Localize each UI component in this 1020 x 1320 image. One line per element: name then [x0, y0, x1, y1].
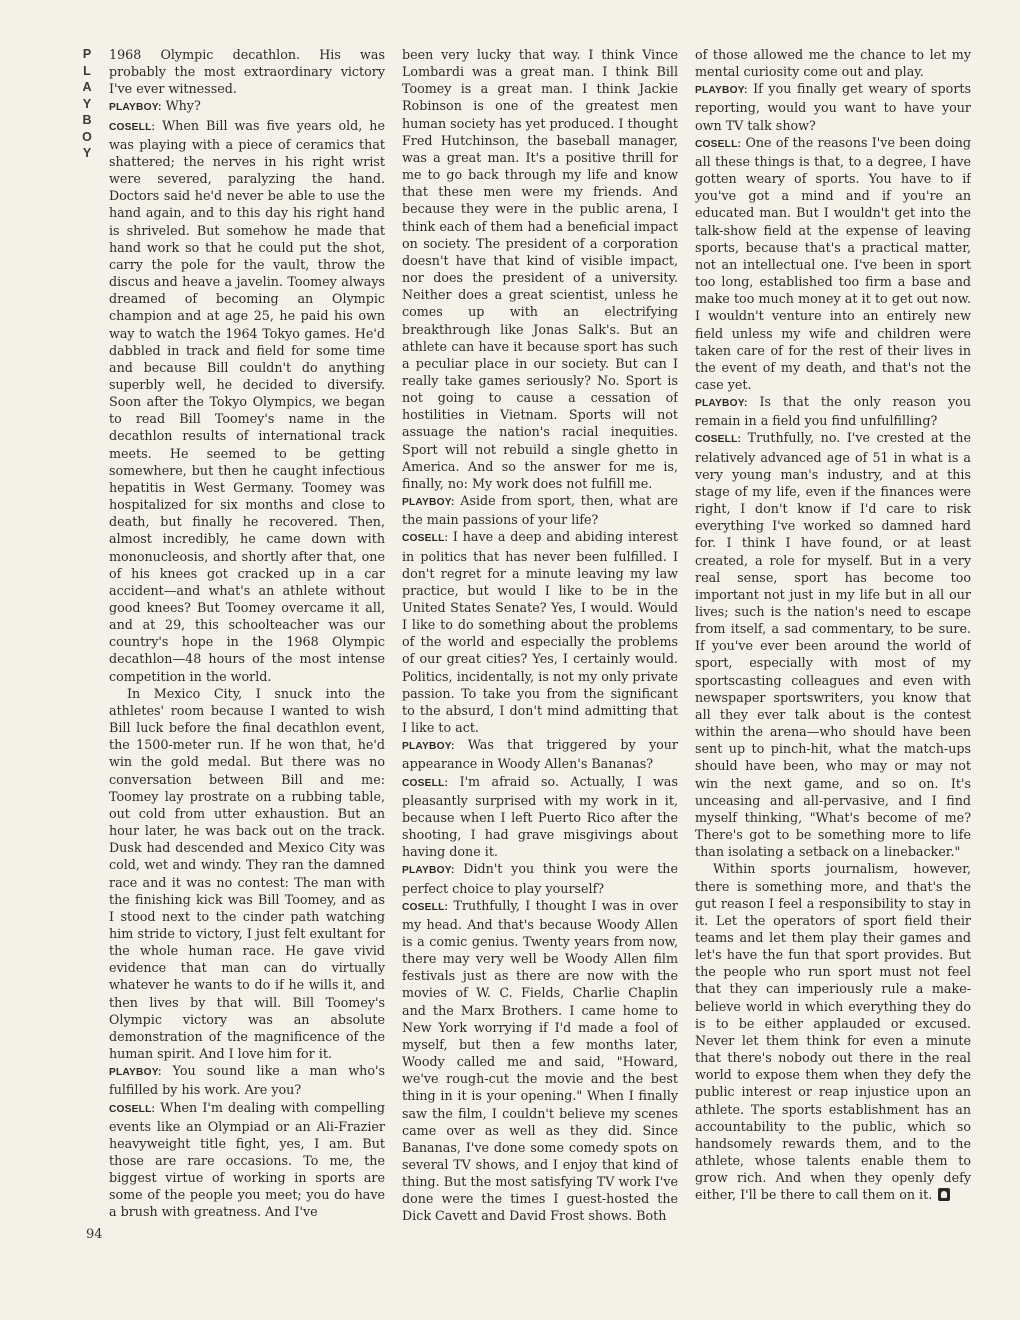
paragraph	[109, 1099, 385, 1221]
paragraph	[402, 46, 678, 492]
masthead-letter: B	[82, 113, 92, 127]
page-number: 94	[86, 1227, 103, 1242]
speaker-label: PLAYBOY:	[402, 741, 455, 753]
paragraph	[109, 117, 385, 685]
masthead-letter: P	[82, 47, 92, 61]
paragraph-text: Within sports journalism, however, there is something more, and that's the gut reason I feel a responsibility to stay in it. Let the operators of sport field their teams and let them play their games and let's have the fun that sport provides. But the people who run sport must not feel that they can imperiously rule a make-believe world in which everything they do is to be either applauded or excused. Never let them think for even a minute that there's nobody out there in the real world to expose them when they defy the public interest or reap injustice upon an athlete. The sports establishment has an accountability to the public, which so handsomely rewards them, and to the athlete, whose talents enable them to grow rich. And when they openly defy either, I'll be there to call them on it.	[695, 861, 971, 1203]
paragraph-text: Was that triggered by your appearance in Woody Allen's Bananas?	[402, 737, 678, 772]
paragraph	[695, 46, 971, 80]
paragraph-text: of those allowed me the chance to let my mental curiosity come out and play.	[695, 47, 971, 80]
paragraph-text: If you finally get weary of sports reporting, would you want to have your own TV talk show?	[695, 81, 971, 133]
paragraph	[402, 528, 678, 736]
paragraph	[109, 97, 385, 116]
speaker-label: COSELL:	[402, 777, 449, 789]
text-column-3	[695, 46, 971, 1276]
paragraph-text: I have a deep and abiding interest in politics that has never been fulfilled. I don't regret for a minute leaving my law practice, but would I like to be in the United States Senate? Yes, I would. Would I like to do something about the problems of the world and especially the problems of our great cities? Yes, I certainly would. Politics, incidentally, is not my only private passion. To take you from the significant to the absurd, I don't mind admitting that I like to act.	[402, 529, 678, 736]
speaker-label: PLAYBOY:	[109, 102, 162, 114]
paragraph-text: Why?	[165, 98, 201, 114]
paragraph-text: Aside from sport, then, what are the main passions of your life?	[402, 493, 678, 528]
speaker-label: PLAYBOY:	[695, 398, 748, 410]
speaker-label: PLAYBOY:	[695, 85, 748, 97]
masthead-letter: Y	[82, 146, 92, 160]
masthead-letter: L	[83, 63, 91, 78]
paragraph	[695, 393, 971, 429]
paragraph	[402, 773, 678, 861]
paragraph-text: I'm afraid so. Actually, I was pleasantly surprised with my work in it, because when I left Puerto Rico after the shooting, I had grave misgivings about having done it.	[402, 773, 678, 860]
text-column-2	[402, 46, 678, 1276]
paragraph	[695, 80, 971, 133]
speaker-label: PLAYBOY:	[109, 1067, 162, 1079]
masthead-letter: Y	[82, 96, 92, 111]
speaker-label: COSELL:	[109, 1103, 156, 1115]
magazine-masthead-vertical	[80, 46, 94, 162]
paragraph-text: When I'm dealing with compelling events like an Olympiad or an Ali-Frazier heavyweight title fight, yes, I am. But those are rare occasions. To me, the biggest virtue of working in sports are some of the people you meet; you do have a brush with greatness. And I've	[109, 1099, 385, 1220]
speaker-label: COSELL:	[695, 434, 742, 446]
speaker-label: PLAYBOY:	[402, 497, 455, 509]
paragraph-text: Truthfully, no. I've crested at the relatively advanced age of 51 in what is a very young man's industry, and at this stage of my life, even if the finances were right, I don't know if I'd care to risk everything I've worked so damned hard for. I think I have found, or at least created, a role for myself. But in a very real sense, sport has become too important not just in my life but in all our lives; such is the nation's need to escape from itself, a sad commentary, to be sure. If you've ever been around the world of sport, especially with most of my sportscasting colleagues and even with newspaper sportswriters, you know that all they ever talk about is the contest within the arena—who should have been sent up to pinch-hit, what the match-ups should have been, who may or may not win the next game, and so on. It's unceasing and all-pervasive, and I find myself thinking, "What's become of me? There's got to be something more to life than isolating a setback on a linebacker."	[695, 430, 971, 860]
masthead-letter: A	[82, 80, 92, 94]
masthead-letter: O	[82, 129, 92, 144]
speaker-label: COSELL:	[109, 121, 156, 133]
paragraph	[402, 736, 678, 772]
speaker-label: COSELL:	[402, 533, 449, 545]
text-column-1	[109, 46, 385, 1276]
paragraph-text: Didn't you think you were the perfect choice to play yourself?	[402, 861, 678, 896]
paragraph-text: When Bill was five years old, he was playing with a piece of ceramics that shattered; the nerves in his right wrist were severed, paralyzing the hand. Doctors said he'd never be able to use the hand again, and to this day his right hand is shriveled. But somehow he made that hand work so that he could put the shot, carry the pole for the vault, throw the discus and heave a javelin. Toomey always dreamed of becoming an Olympic champion and at age 25, he paid his own way to watch the 1964 Tokyo games. He'd dabbled in track and field for some time and because Bill couldn't do anything superbly well, he decided to diversify. Soon after the Tokyo Olympics, we began to read Bill Toomey's name in the decathlon results of international track meets. He seemed to be getting somewhere, but then he caught infectious hepatitis in West Germany. Toomey was hospitalized for six months and close to death, but finally he recovered. Then, almost incredibly, he came down with mononucleosis, and shortly after that, one of his knees got cracked up in a car accident—and what's an athlete without good knees? But Toomey overcame it all, and at 29, this schoolteacher was our country's hope in the 1968 Olympic decathlon—48 hours of the most intense competition in the world.	[109, 117, 385, 684]
rabbit-end-mark-icon	[938, 1188, 950, 1201]
paragraph	[695, 134, 971, 393]
speaker-label: PLAYBOY:	[402, 865, 455, 877]
paragraph	[402, 492, 678, 528]
paragraph	[695, 860, 971, 1203]
paragraph-text: You sound like a man who's fulfilled by his work. Are you?	[109, 1063, 385, 1098]
paragraph	[109, 46, 385, 97]
paragraph	[695, 429, 971, 860]
paragraph	[109, 1062, 385, 1098]
paragraph	[402, 860, 678, 896]
speaker-label: COSELL:	[695, 138, 742, 150]
speaker-label: COSELL:	[402, 901, 449, 913]
paragraph	[402, 897, 678, 1225]
paragraph-text: Truthfully, I thought I was in over my head. And that's because Woody Allen is a comic genius. Twenty years from now, there may very well be Woody Allen film festivals just as there are now with the movies of W. C. Fields, Charlie Chaplin and the Marx Brothers. I came home to New York worrying if I'd made a fool of myself, but then a few months later, Woody called me and said, "Howard, we've rough-cut the movie and the best thing in it is your opening." When I finally saw the film, I couldn't believe my scenes came over as well as they did. Since Bananas, I've done some comedy spots on several TV shows, and I enjoy that kind of thing. But the most satisfying TV work I've done were the times I guest-hosted the Dick Cavett and David Frost shows. Both	[402, 897, 678, 1224]
paragraph-text: 1968 Olympic decathlon. His was probably the most extraordinary victory I've ever witnessed.	[109, 47, 385, 97]
paragraph	[109, 685, 385, 1062]
paragraph-text: been very lucky that way. I think Vince Lombardi was a great man. I think Bill Toomey is a great man. I think Jackie Robinson is one of the greatest men human society has yet produced. I thought Fred Hutchinson, the baseball manager, was a great man. It's a positive thrill for me to go back through my life and know that these men were my friends. And because they were in the public arena, I think each of them had a beneficial impact on society. The president of a corporation doesn't have that kind of visible impact, nor does the president of a university. Neither does a great scientist, unless he comes up with an electrifying breakthrough like Jonas Salk's. But an athlete can have it because sport has such a peculiar place in our society. But can I really take games seriously? No. Sport is not going to cause a cessation of hostilities in Vietnam. Sports will not assuage the nation's racial inequities. Sport will not rebuild a single ghetto in America. And so the answer for me is, finally, no: My work does not fulfill me.	[402, 47, 678, 491]
paragraph-text: In Mexico City, I snuck into the athletes' room because I wanted to wish Bill luck before the final decathlon event, the 1500-meter run. If he won that, he'd win the gold medal. But there was no conversation between Bill and me: Toomey lay prostrate on a rubbing table, out cold from utter exhaustion. But an hour later, he was back out on the track. Dusk had descended and Mexico City was cold, wet and windy. They ran the damned race and it was no contest: The man with the finishing kick was Bill Toomey, and as I stood next to the cinder path watching him stride to victory, I just felt exultant for the whole human race. He gave vivid evidence that man can do virtually whatever he wants to do if he wills it, and then lives by that will. Bill Toomey's Olympic victory was an absolute demonstration of the magnificence of the human spirit. And I love him for it.	[109, 685, 385, 1062]
paragraph-text: One of the reasons I've been doing all these things is that, to a degree, I have gotten weary of sports. You have to if you've got a mind and if you're an educated man. But I wouldn't get into the talk-show field at the expense of leaving sports, because that's a practical matter, not an intellectual one. I've been in sport too long, established too firm a base and make too much money at it to get out now. I wouldn't venture into an entirely new field unless my wife and children were taken care of for the rest of their lives in the event of my death, and that's not the case yet.	[695, 134, 971, 392]
paragraph-text: Is that the only reason you remain in a field you find unfulfilling?	[695, 394, 971, 429]
